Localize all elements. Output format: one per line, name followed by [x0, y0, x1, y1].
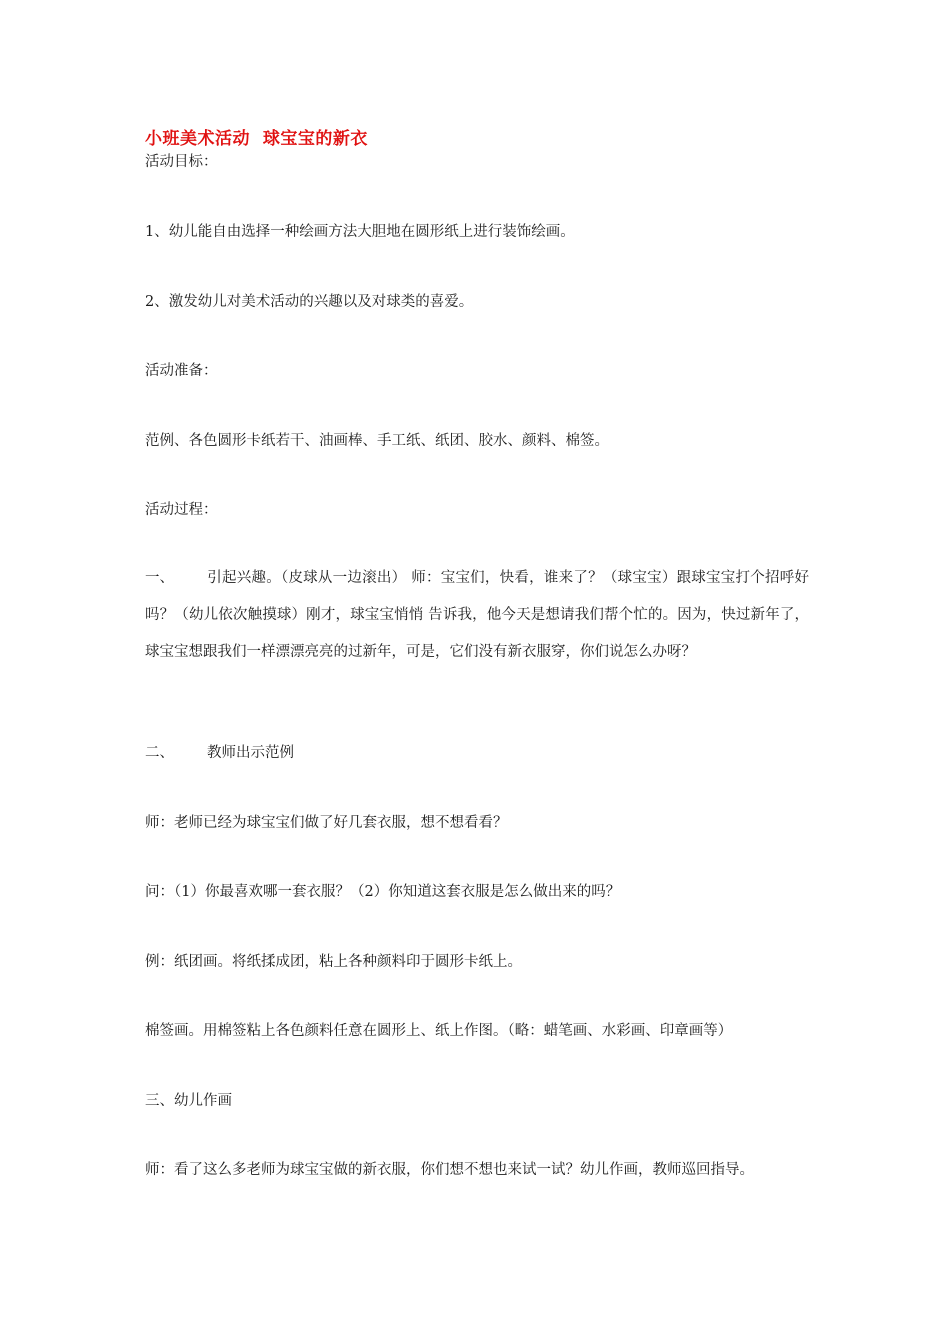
- goal-item-2: 2、激发幼儿对美术活动的兴趣以及对球类的喜爱。: [145, 294, 474, 310]
- step-2-text: 教师出示范例: [207, 745, 294, 761]
- step-2-number: 二、: [145, 745, 174, 761]
- goal-item-1: 1、幼儿能自由选择一种绘画方法大胆地在圆形纸上进行装饰绘画。: [145, 224, 575, 240]
- question-line: 问：（1）你最喜欢哪一套衣服？（2）你知道这套衣服是怎么做出来的吗？: [145, 884, 621, 900]
- teacher-line: 师：老师已经为球宝宝们做了好几套衣服，想不想看看？: [145, 815, 508, 831]
- prep-text: 范例、各色圆形卡纸若干、油画棒、手工纸、纸团、胶水、颜料、棉签。: [145, 433, 609, 449]
- step-3-heading: 三、幼儿作画: [145, 1093, 232, 1109]
- step-1-paragraph: [145, 560, 809, 671]
- final-line: 师：看了这么多老师为球宝宝做的新衣服，你们想不想也来试一试？幼儿作画，教师巡回指导。: [145, 1162, 754, 1178]
- step-2-heading: [145, 743, 294, 763]
- step-1-number: 一、: [145, 570, 174, 586]
- process-heading: 活动过程：: [145, 502, 218, 518]
- example-line: 例：纸团画。将纸揉成团，粘上各种颜料印于圆形卡纸上。: [145, 954, 522, 970]
- step-1-text: 引起兴趣。（皮球从一边滚出） 师：宝宝们，快看，谁来了？（球宝宝）跟球宝宝打个招呼好吗？（幼儿依次触摸球）刚才，球宝宝悄悄 告诉我，他今天是想请我们帮个忙的。因为，快过新年了，球宝宝想跟我们一样漂漂亮亮的过新年，可是，它们没有新衣服穿，你们说怎么办呀？: [145, 570, 809, 660]
- document-title: 小班美术活动 球宝宝的新衣: [145, 129, 368, 149]
- prep-heading: 活动准备：: [145, 363, 218, 379]
- goals-heading: 活动目标：: [145, 154, 218, 170]
- cotton-swab-line: 棉签画。用棉签粘上各色颜料任意在圆形上、纸上作图。（略：蜡笔画、水彩画、印章画等）: [145, 1023, 733, 1039]
